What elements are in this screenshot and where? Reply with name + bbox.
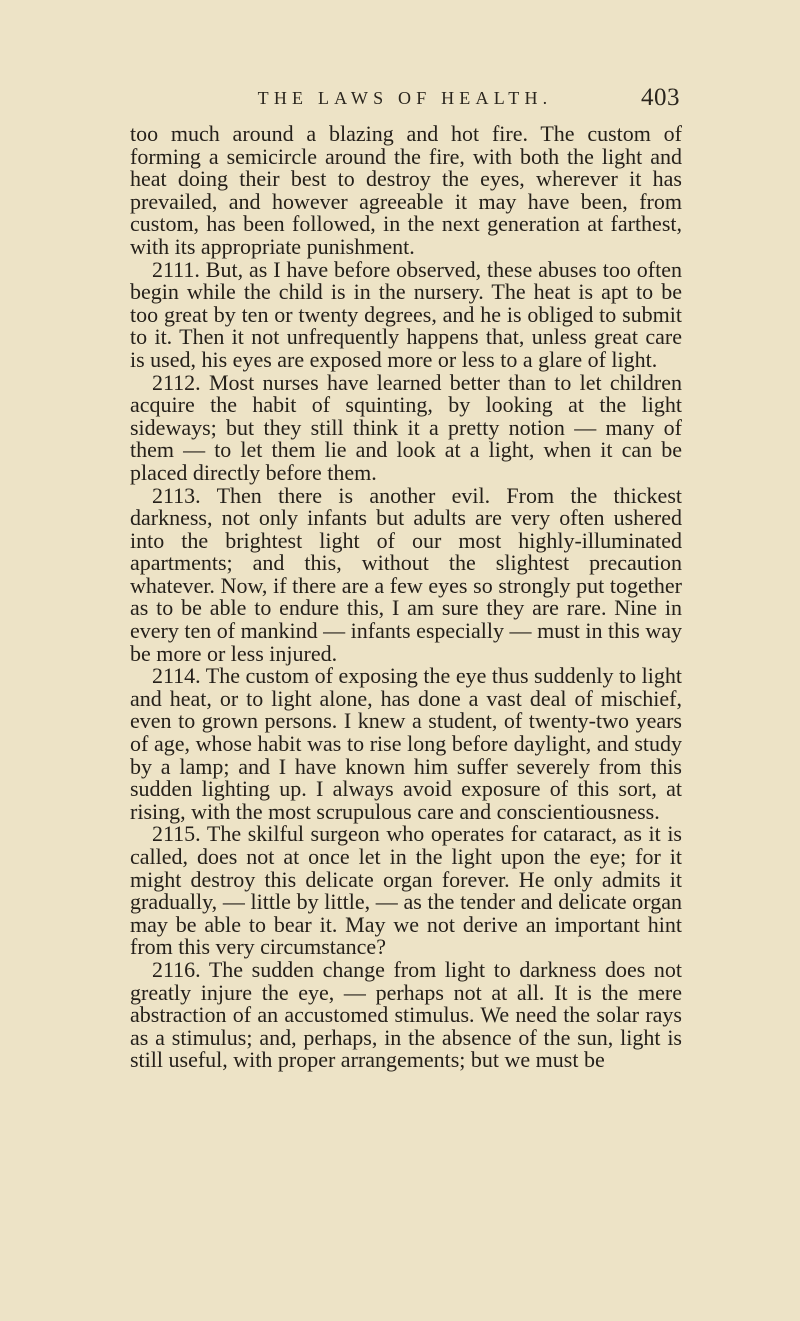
running-head-title: THE LAWS OF HEALTH. <box>257 88 553 108</box>
paragraph-2114: 2114. The custom of exposing the eye thus suddenly to light and heat, or to light alone, has done a vast deal of mischief, even to grown persons. I knew a student, of twenty-two years of age, whose habit was to rise long before daylight, and study by a lamp; and I have known him suffer severely from this sudden lighting up. I always avoid exposure of this sort, at rising, with the most scrupulous care and conscientiousness. <box>130 663 682 824</box>
paragraph-2113: 2113. Then there is another evil. From the thickest darkness, not only infants but adults are very often ushered into the brightest light of our most highly-illuminated apartments; and this, without the slightest precaution whatever. Now, if there are a few eyes so strongly put together as to be able to endure this, I am sure they are rare. Nine in every ten of mankind — infants especially — must in this way be more or less injured. <box>130 482 682 666</box>
paragraph-2112: 2112. Most nurses have learned better than to let children acquire the habit of squinting, by looking at the light sideways; but they still think it a pretty notion — many of them — to let them lie and look at a light, when it can be placed directly before them. <box>130 369 682 485</box>
body-text <box>130 123 682 1072</box>
paragraph-2116: 2116. The sudden change from light to darkness does not greatly injure the eye, — perhaps not at all. It is the mere abstraction of an accustomed stimulus. We need the solar rays as a stimulus; and, perhaps, in the absence of the sun, light is still useful, with proper arrangements; but we must be <box>130 956 682 1073</box>
paragraph-continuation: too much around a blazing and hot fire. The custom of forming a semicircle around the fire, with both the light and heat doing their best to destroy the eyes, wherever it has prevailed, and however agreeable it may have been, from custom, has been followed, in the next generation at farthest, with its appropriate punishment. <box>130 121 682 259</box>
page-number: 403 <box>641 84 680 111</box>
paragraph-2115: 2115. The skilful surgeon who operates for cataract, as it is called, does not at once let in the light upon the eye; for it might destroy this delicate organ forever. He only admits it gradually, — little by little, — as the tender and delicate organ may be able to bear it. May we not derive an important hint from this very circumstance? <box>130 821 682 960</box>
running-head <box>130 86 680 116</box>
paragraph-2111: 2111. But, as I have before observed, these abuses too often begin while the child is in the nursery. The heat is apt to be too great by ten or twenty degrees, and he is obliged to submit to it. Then it not unfrequently happens that, unless great care is used, his eyes are exposed more or less to a glare of light. <box>130 256 682 372</box>
